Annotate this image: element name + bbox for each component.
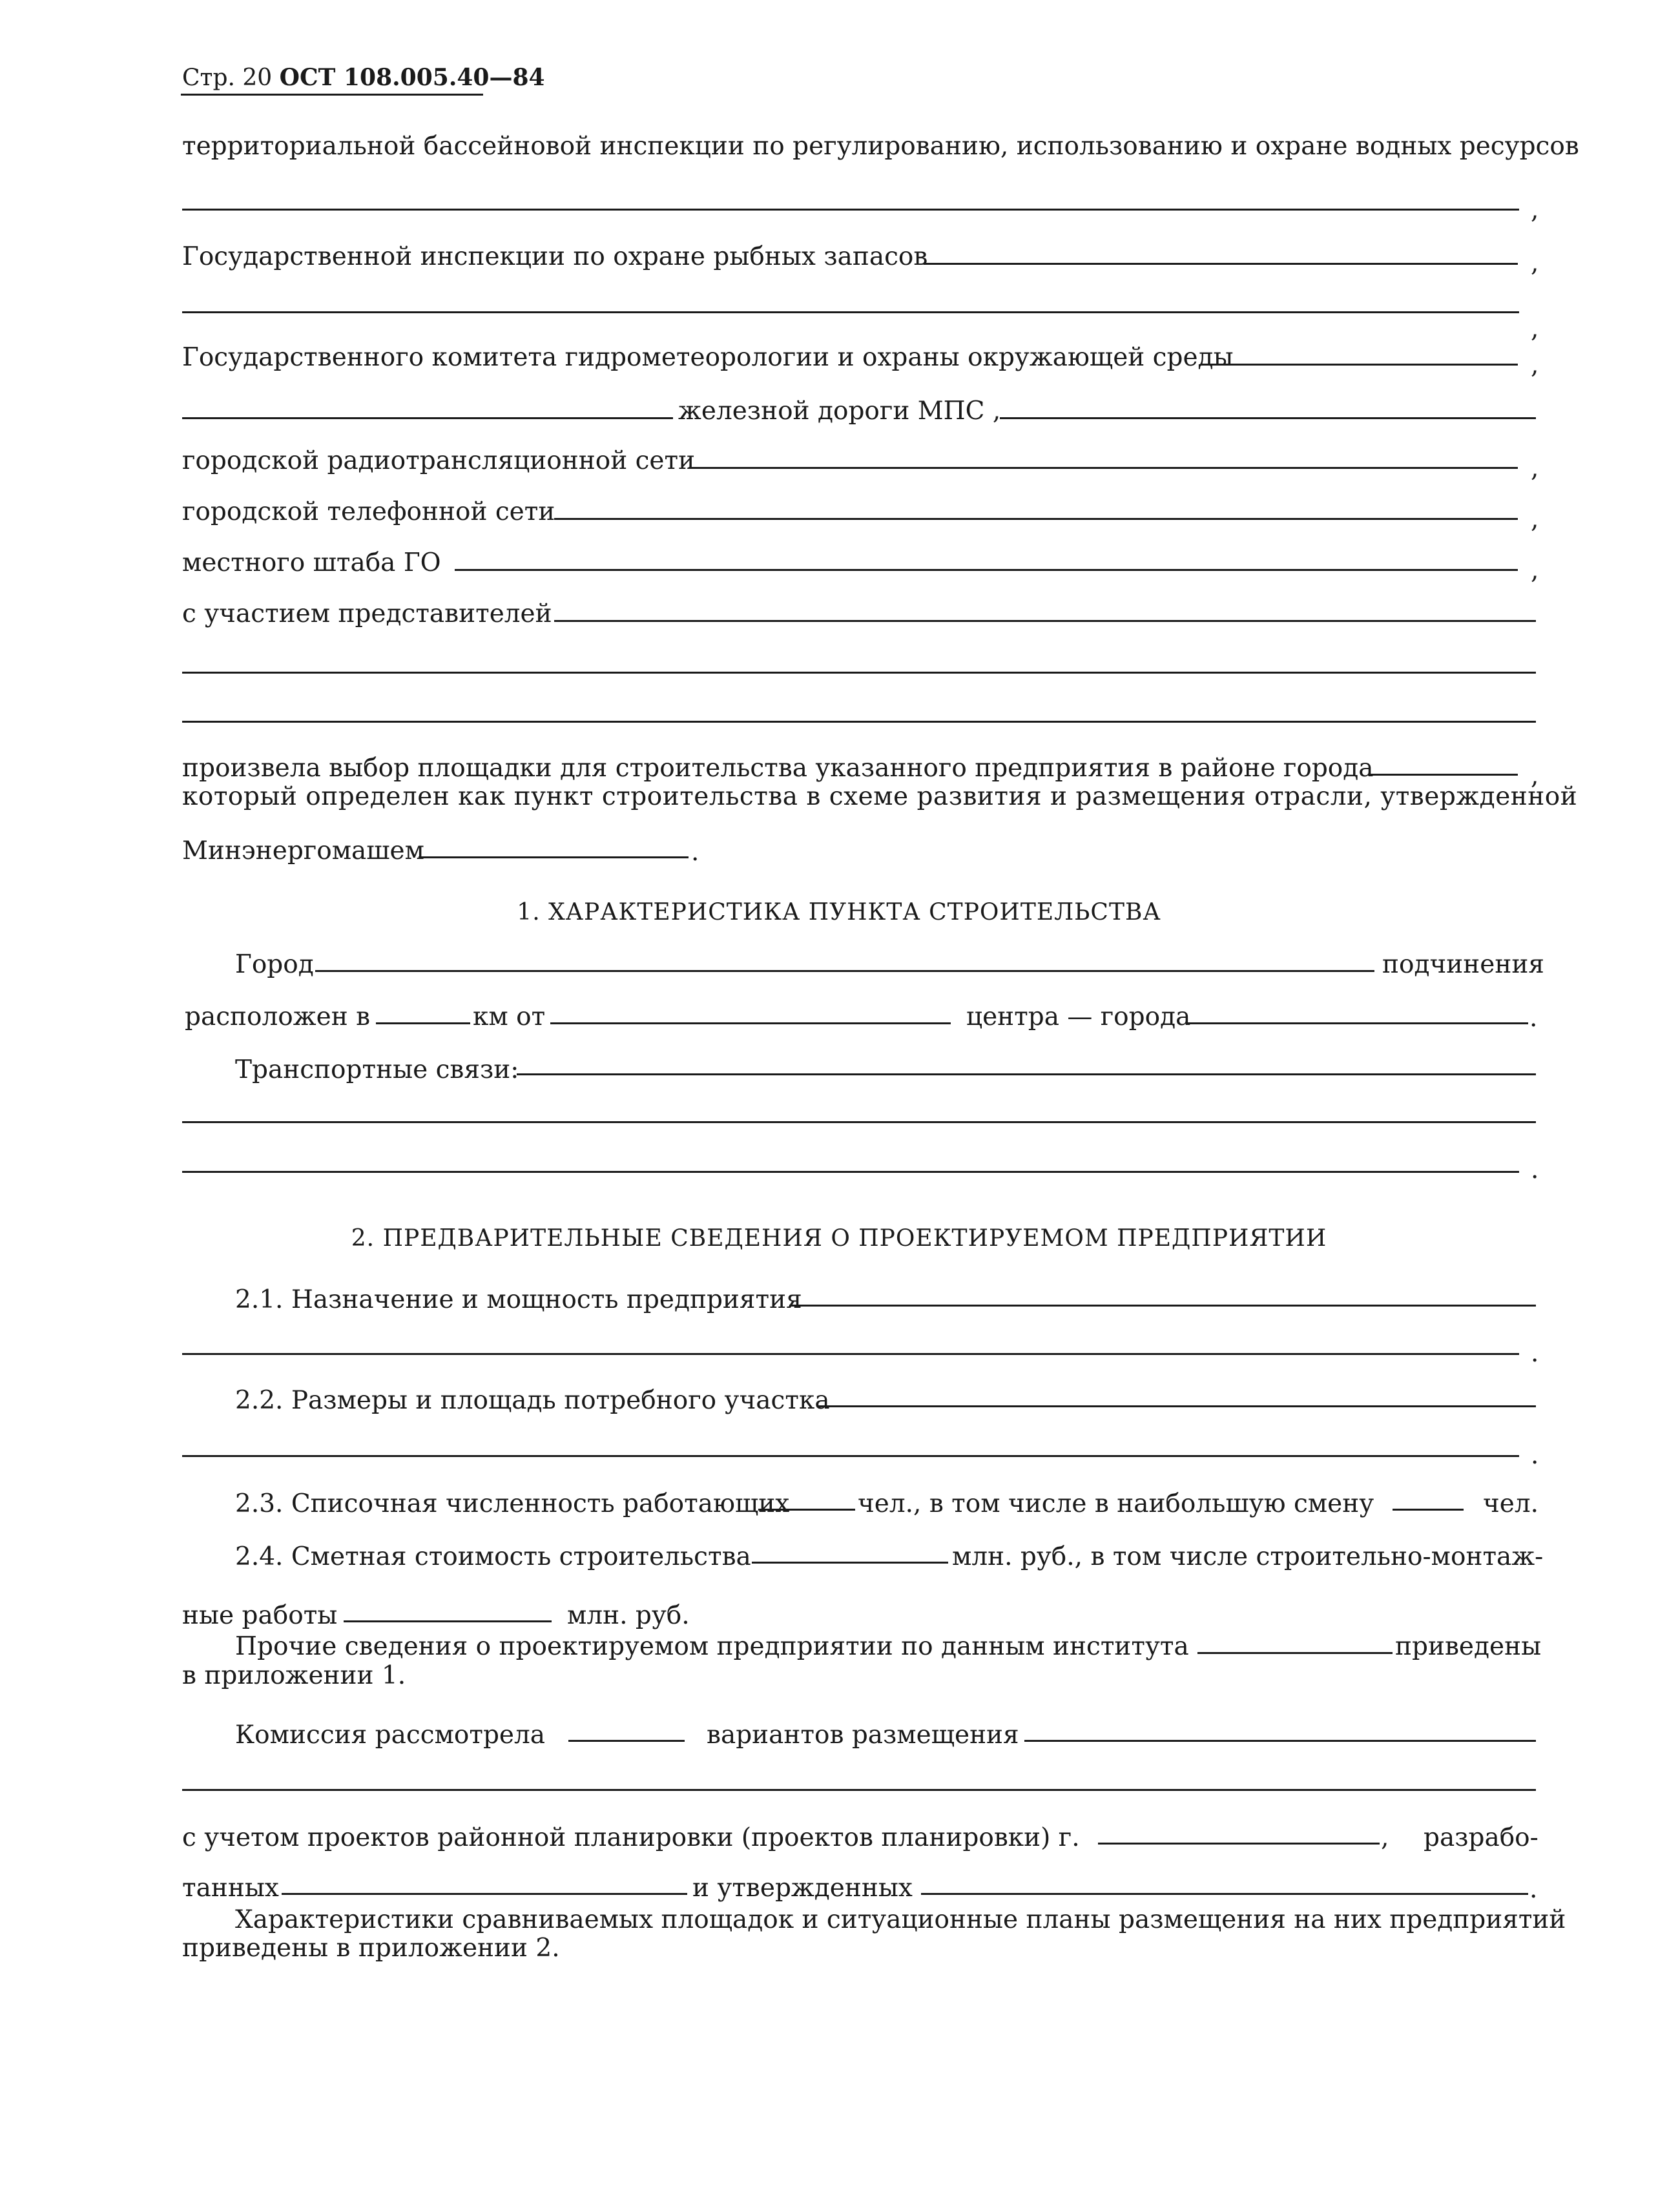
fill-line [182,1171,1519,1173]
fill-line [182,672,1536,674]
subordination-label: подчинения [1382,950,1544,979]
page-header [182,66,545,90]
text-line: с участием представителей [182,599,552,628]
fill-line [1024,1740,1536,1742]
comma: , [1531,249,1539,278]
fill-line [344,1620,552,1622]
item-2-3-end: чел. [1483,1489,1539,1518]
text-line: Государственной инспекции по охране рыбных запасов [182,242,928,271]
fill-line [182,1455,1519,1457]
fill-line [182,1121,1536,1123]
fill-line [376,1022,470,1024]
fill-line [182,311,1519,313]
comma: , [1531,315,1539,344]
center-city-label: центра — города [966,1002,1191,1031]
period: . [691,838,699,867]
fill-line [1000,417,1536,419]
fill-line [1098,1843,1380,1845]
text-line: Государственного комитета гидрометеорологии и охраны окружающей среды [182,343,1234,372]
fill-line [315,970,1374,972]
item-2-3-mid: чел., в том числе в наибольшую смену [858,1489,1374,1518]
item-2-1: 2.1. Назначение и мощность предприятия [235,1285,802,1314]
other-info-cont: в приложении 1. [182,1661,406,1690]
km-from-label: км от [473,1002,546,1031]
page-number: Стр. 20 [182,65,273,91]
located-label: расположен в [185,1002,371,1031]
fill-line [924,263,1518,265]
fill-line [789,1305,1536,1307]
header-underline [181,94,483,96]
fill-line [689,467,1518,469]
standard-code: ОСТ 108.005.40—84 [279,64,545,91]
plans-end: разрабо- [1424,1823,1538,1852]
text-line: городской радиотрансляционной сети [182,446,696,475]
item-2-4-end: млн. руб. [567,1601,690,1630]
fill-line [1197,1652,1393,1654]
comma: , [1531,505,1539,534]
fill-line [550,1022,951,1024]
comma: , [1531,351,1539,380]
fill-line [554,620,1536,622]
section-2-title: 2. ПРЕДВАРИТЕЛЬНЫЕ СВЕДЕНИЯ О ПРОЕКТИРУЕМОМ ПРЕДПРИЯТИИ [351,1225,1327,1252]
comma: , [1531,761,1539,791]
text-line: Минэнергомашем [182,836,424,865]
fill-line [568,1740,685,1742]
text-line: который определен как пункт строительства в схеме развития и размещения отрасли, утвержденной [182,782,1578,811]
comma: , [1531,196,1539,225]
item-2-4: 2.4. Сметная стоимость строительства [235,1542,751,1571]
comma: , [1531,556,1539,585]
final-text-cont: приведены в приложении 2. [182,1934,560,1963]
plans-text: с учетом проектов районной планировки (проектов планировки) г. [182,1823,1080,1852]
fill-line [1393,1509,1464,1511]
item-2-4-mid: млн. руб., в том числе строительно-монтаж- [952,1542,1544,1571]
final-text: Характеристики сравниваемых площадок и ситуационные планы размещения на них предприятий [235,1905,1566,1934]
fill-line [419,856,689,858]
text-line: территориальной бассейновой инспекции по регулированию, использованию и охране водных ресурсов [182,132,1579,161]
text-line: железной дороги МПС , [678,397,1001,426]
period: . [1531,1155,1539,1184]
fill-line [554,518,1518,520]
fill-line [1200,364,1518,366]
other-info-end: приведены [1395,1632,1542,1661]
developed-text: танных [182,1874,279,1903]
city-label: Город [235,950,314,979]
item-2-2: 2.2. Размеры и площадь потребного участка [235,1386,830,1415]
transport-label: Транспортные связи: [235,1055,519,1084]
approved-text: и утвержденных [692,1874,913,1903]
fill-line [182,209,1519,211]
comma: , [1531,454,1539,483]
period: . [1531,1339,1539,1368]
other-info: Прочие сведения о проектируемом предприятии по данным института [235,1632,1189,1661]
fill-line [455,569,1518,571]
item-2-4-cont: ные работы [182,1601,338,1630]
period: . [1531,1441,1539,1470]
text-line: городской телефонной сети [182,497,555,526]
text-line: местного штаба ГО [182,548,441,577]
fill-line [1187,1022,1528,1024]
fill-line [182,721,1536,723]
fill-line [1368,774,1518,776]
fill-line [182,1353,1519,1355]
fill-line [921,1893,1528,1895]
item-2-3: 2.3. Списочная численность работающих [235,1489,790,1518]
fill-line [182,1789,1536,1791]
commission-variants: вариантов размещения [707,1721,1019,1750]
fill-line [818,1405,1536,1407]
fill-line [752,1562,948,1564]
commission-text: Комиссия рассмотрела [235,1721,546,1750]
fill-line [182,417,673,419]
text-line: произвела выбор площадки для строительства указанного предприятия в районе города [182,754,1374,783]
fill-line [282,1893,687,1895]
period: . [1529,1875,1538,1904]
fill-line [758,1509,855,1511]
fill-line [517,1073,1536,1075]
comma: , [1381,1823,1389,1852]
period: . [1529,1004,1538,1033]
section-1-title: 1. ХАРАКТЕРИСТИКА ПУНКТА СТРОИТЕЛЬСТВА [517,899,1161,925]
